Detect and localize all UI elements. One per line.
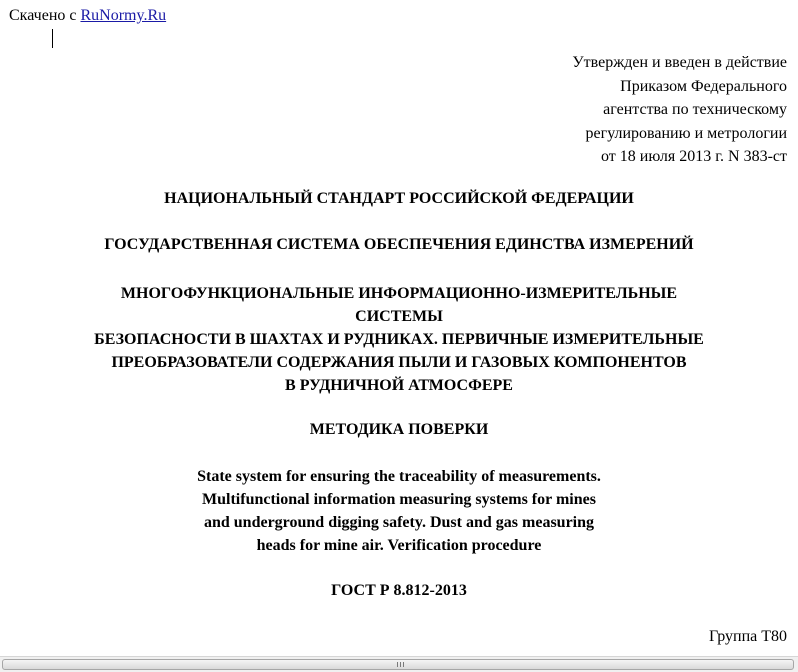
approval-block [572,51,787,169]
approval-line: регулированию и метрологии [585,124,787,142]
approval-line: от 18 июля 2013 г. N 383-ст [601,148,787,165]
title-ru-line: В РУДНИЧНОЙ АТМОСФЕРЕ [285,377,513,394]
title-ru-line: БЕЗОПАСНОСТИ В ШАХТАХ И РУДНИКАХ. ПЕРВИЧНЫЕ ИЗМЕРИТЕЛЬНЫЕ [94,331,704,348]
title-en-line: State system for ensuring the traceability of measurements. [197,468,601,485]
document-title-en [0,465,798,557]
gost-number: ГОСТ Р 8.812-2013 [331,582,467,599]
source-prefix: Скачено с [9,7,81,24]
source-line [9,6,166,26]
title-ru-line: ПРЕОБРАЗОВАТЕЛИ СОДЕРЖАНИЯ ПЫЛИ И ГАЗОВЫХ КОМПОНЕНТОВ [111,354,687,371]
national-standard-heading: НАЦИОНАЛЬНЫЙ СТАНДАРТ РОССИЙСКОЙ ФЕДЕРАЦИИ [164,190,634,207]
scrollbar-thumb[interactable] [2,659,794,670]
document-title-ru [0,282,798,397]
approval-line: Утвержден и введен в действие [572,54,787,71]
title-en-line: Multifunctional information measuring systems for mines [202,491,596,508]
scrollbar-grip-icon [397,662,406,667]
approval-line: агентства по техническому [603,101,787,118]
group-code: Группа Т80 [708,628,787,645]
state-system-heading: ГОСУДАРСТВЕННАЯ СИСТЕМА ОБЕСПЕЧЕНИЯ ЕДИНСТВА ИЗМЕРЕНИЙ [104,236,694,253]
source-link[interactable]: RuNormy.Ru [80,7,167,24]
text-cursor [52,29,53,48]
title-en-line: heads for mine air. Verification procedure [256,537,542,554]
title-ru-line: СИСТЕМЫ [355,308,443,325]
method-heading: МЕТОДИКА ПОВЕРКИ [309,421,489,438]
horizontal-scrollbar[interactable] [0,656,798,672]
title-en-line: and underground digging safety. Dust and gas measuring [203,514,595,531]
title-ru-line: МНОГОФУНКЦИОНАЛЬНЫЕ ИНФОРМАЦИОННО-ИЗМЕРИТЕЛЬНЫЕ [120,285,678,302]
approval-line: Приказом Федерального [620,77,787,95]
